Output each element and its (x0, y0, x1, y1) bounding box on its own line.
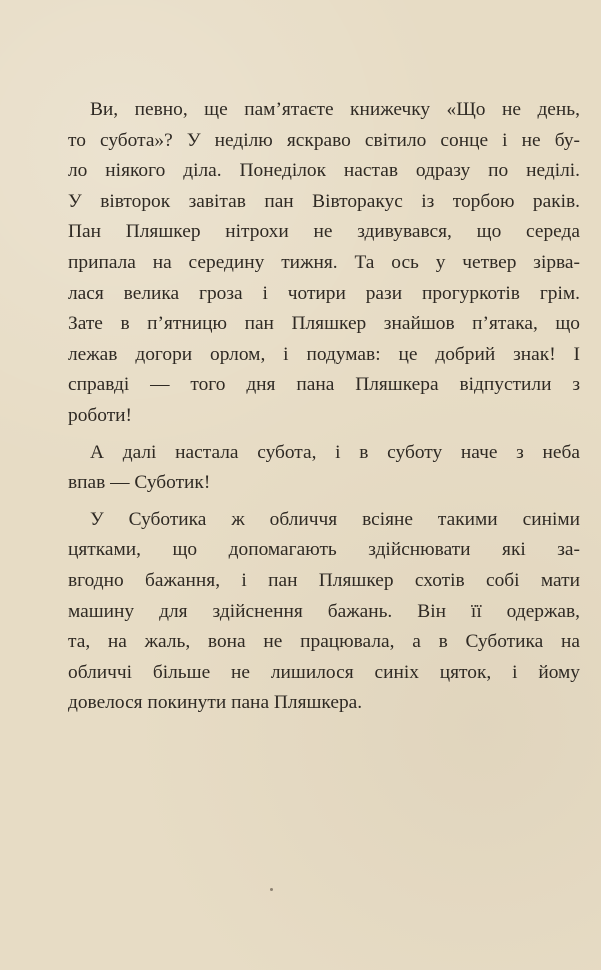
text-line: вгодно бажання, і пан Пляшкер схотів собі мати (68, 569, 580, 591)
text-line: цятками, що допомагають здійснювати які за- (68, 539, 580, 561)
text-line: У вівторок завітав пан Вівторакус із торбою раків. (68, 190, 580, 212)
text-line: А далі настала субота, і в суботу наче з неба (90, 441, 580, 463)
print-speck (270, 888, 273, 891)
text-line: впав — Суботик! (68, 472, 211, 494)
text-line: машину для здійснення бажань. Він її одержав, (68, 600, 580, 622)
paragraph-3 (68, 505, 580, 719)
text-line: Зате в п’ятницю пан Пляшкер знайшов п’ятака, що (68, 313, 580, 335)
text-line: Ви, певно, ще пам’ятаєте книжечку «Що не день, (90, 99, 580, 120)
text-line: довелося покинути пана Пляшкера. (68, 692, 363, 714)
text-line: справді — того дня пана Пляшкера відпустили з (68, 374, 580, 396)
text-line: та, на жаль, вона не працювала, а в Суботика на (68, 631, 580, 653)
paragraph-2 (68, 438, 580, 499)
body-text (68, 95, 580, 719)
text-line: обличчі більше не лишилося синіх цяток, і йому (68, 661, 580, 683)
text-line: припала на середину тижня. Та ось у четвер зірва- (68, 251, 580, 273)
text-line: то субота»? У неділю яскраво світило сонце і не бу- (68, 129, 580, 151)
text-line: лася велика гроза і чотири рази прогуркотів грім. (68, 282, 580, 304)
text-line: Пан Пляшкер нітрохи не здивувався, що середа (68, 221, 580, 243)
paragraph-1 (68, 95, 580, 432)
text-line: ло ніякого діла. Понеділок настав одразу по неділі. (68, 160, 580, 182)
text-line: роботи! (68, 404, 133, 426)
text-line: лежав догори орлом, і подумав: це добрий знак! І (68, 343, 580, 365)
text-line: У Суботика ж обличчя всіяне такими синіми (90, 508, 580, 530)
